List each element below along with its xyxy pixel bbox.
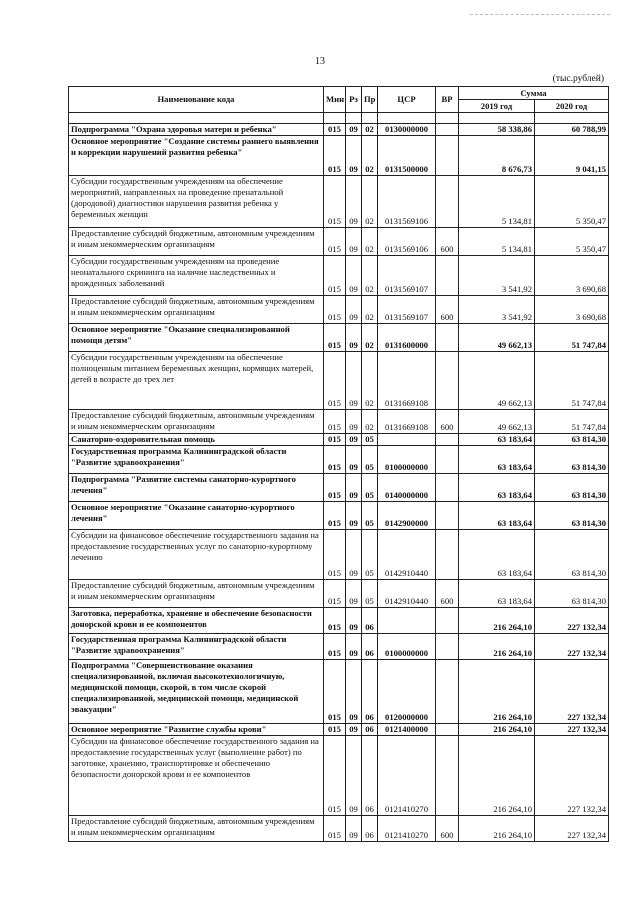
spacer-cell	[362, 113, 378, 124]
row-sum-2019: 63 183,64	[459, 474, 535, 502]
row-min: 015	[324, 530, 346, 580]
table-row	[69, 434, 609, 446]
row-sum-2020: 5 350,47	[535, 228, 609, 256]
row-sum-2020: 227 132,34	[535, 724, 609, 736]
spacer-cell	[69, 113, 324, 124]
row-rz: 09	[346, 124, 362, 136]
row-sum-2019: 63 183,64	[459, 580, 535, 608]
row-sum-2020: 51 747,84	[535, 352, 609, 410]
row-min: 015	[324, 660, 346, 724]
header-row	[69, 87, 609, 100]
row-min: 015	[324, 580, 346, 608]
row-vr	[436, 530, 459, 580]
row-pr: 05	[362, 530, 378, 580]
row-sum-2019: 216 264,10	[459, 634, 535, 660]
row-sum-2019: 63 183,64	[459, 434, 535, 446]
row-pr: 02	[362, 256, 378, 296]
row-csr: 0121410270	[378, 816, 436, 842]
row-name: Предоставление субсидий бюджетным, автономным учреждениям и иным некоммерческим организациям	[69, 580, 324, 608]
row-name: Подпрограмма "Совершенствование оказания специализированной, включая высокотехнологичную, медицинской помощи, скорой, в том числе скорой специализированной, медицинской помощи, медицинской эвакуации"	[69, 660, 324, 724]
row-sum-2019: 49 662,13	[459, 410, 535, 434]
row-sum-2020: 51 747,84	[535, 410, 609, 434]
table-row	[69, 580, 609, 608]
row-vr	[436, 634, 459, 660]
row-rz: 09	[346, 136, 362, 176]
table-row	[69, 502, 609, 530]
table-row	[69, 176, 609, 228]
row-vr	[436, 124, 459, 136]
row-name: Санаторно-оздоровительная помощь	[69, 434, 324, 446]
spacer-cell	[324, 113, 346, 124]
row-sum-2020: 60 788,99	[535, 124, 609, 136]
row-csr: 0100000000	[378, 446, 436, 474]
row-name: Субсидии государственным учреждениям на обеспечение мероприятий, направленных на проведение пренатальной (дородовой) диагностики нарушения развития ребенка у беременных женщин	[69, 176, 324, 228]
row-pr: 06	[362, 634, 378, 660]
row-sum-2019: 58 338,86	[459, 124, 535, 136]
row-sum-2019: 63 183,64	[459, 530, 535, 580]
row-vr	[436, 502, 459, 530]
row-sum-2019: 216 264,10	[459, 608, 535, 634]
row-sum-2020: 63 814,30	[535, 530, 609, 580]
row-min: 015	[324, 410, 346, 434]
header-name: Наименование кода	[69, 87, 324, 113]
row-rz: 09	[346, 580, 362, 608]
row-vr	[436, 136, 459, 176]
row-csr: 0100000000	[378, 634, 436, 660]
table-row	[69, 296, 609, 324]
row-sum-2020: 227 132,34	[535, 736, 609, 816]
row-min: 015	[324, 352, 346, 410]
row-rz: 09	[346, 502, 362, 530]
spacer-row	[69, 113, 609, 124]
table-row	[69, 816, 609, 842]
row-rz: 09	[346, 736, 362, 816]
row-sum-2020: 227 132,34	[535, 608, 609, 634]
row-vr: 600	[436, 228, 459, 256]
row-min: 015	[324, 296, 346, 324]
row-name: Субсидии на финансовое обеспечение государственного задания на предоставление государственных услуг (выполнение работ) по заготовке, хранению, транспортировке и обеспечению безопасности донорской крови и ее компонентов	[69, 736, 324, 816]
page-number: 13	[315, 56, 325, 67]
row-min: 015	[324, 724, 346, 736]
table-row	[69, 256, 609, 296]
row-vr: 600	[436, 580, 459, 608]
table-row	[69, 474, 609, 502]
row-sum-2019: 216 264,10	[459, 724, 535, 736]
row-name: Основное мероприятие "Оказание санаторно-курортного лечения"	[69, 502, 324, 530]
header-vr: ВР	[436, 87, 459, 113]
row-rz: 09	[346, 724, 362, 736]
row-name: Основное мероприятие "Оказание специализированной помощи детям"	[69, 324, 324, 352]
row-name: Заготовка, переработка, хранение и обеспечение безопасности донорской крови и ее компонентов	[69, 608, 324, 634]
row-name: Субсидии государственным учреждениям на обеспечение полноценным питанием беременных женщин, кормящих матерей, детей в возрасте до трех лет	[69, 352, 324, 410]
row-rz: 09	[346, 410, 362, 434]
row-vr	[436, 324, 459, 352]
row-pr: 02	[362, 136, 378, 176]
row-csr: 0140000000	[378, 474, 436, 502]
spacer-cell	[535, 113, 609, 124]
header-2019: 2019 год	[459, 100, 535, 113]
row-vr	[436, 608, 459, 634]
table-row	[69, 124, 609, 136]
row-sum-2019: 49 662,13	[459, 352, 535, 410]
table-row	[69, 136, 609, 176]
row-sum-2019: 49 662,13	[459, 324, 535, 352]
row-name: Предоставление субсидий бюджетным, автономным учреждениям и иным некоммерческим организациям	[69, 228, 324, 256]
table-row	[69, 724, 609, 736]
header-rz: Рз	[346, 87, 362, 113]
row-name: Предоставление субсидий бюджетным, автономным учреждениям и иным некоммерческим организациям	[69, 296, 324, 324]
row-sum-2020: 3 690,68	[535, 256, 609, 296]
row-sum-2019: 5 134,81	[459, 228, 535, 256]
row-pr: 05	[362, 434, 378, 446]
row-csr	[378, 434, 436, 446]
row-sum-2019: 216 264,10	[459, 816, 535, 842]
row-rz: 09	[346, 446, 362, 474]
row-csr: 0131569106	[378, 228, 436, 256]
row-pr: 06	[362, 660, 378, 724]
row-rz: 09	[346, 324, 362, 352]
header-2020: 2020 год	[535, 100, 609, 113]
row-sum-2019: 8 676,73	[459, 136, 535, 176]
row-pr: 02	[362, 324, 378, 352]
row-csr: 0131569106	[378, 176, 436, 228]
row-csr: 0142910440	[378, 580, 436, 608]
row-pr: 02	[362, 228, 378, 256]
spacer-cell	[459, 113, 535, 124]
row-sum-2020: 63 814,30	[535, 446, 609, 474]
table-row	[69, 530, 609, 580]
row-pr: 06	[362, 608, 378, 634]
row-vr	[436, 256, 459, 296]
row-sum-2020: 3 690,68	[535, 296, 609, 324]
row-sum-2020: 9 041,15	[535, 136, 609, 176]
row-name: Основное мероприятие "Создание системы раннего выявления и коррекции нарушений развития ребенка"	[69, 136, 324, 176]
row-sum-2020: 51 747,84	[535, 324, 609, 352]
row-pr: 05	[362, 502, 378, 530]
row-min: 015	[324, 736, 346, 816]
header-csr: ЦСР	[378, 87, 436, 113]
row-vr	[436, 736, 459, 816]
row-vr: 600	[436, 296, 459, 324]
row-pr: 06	[362, 816, 378, 842]
row-csr: 0131600000	[378, 324, 436, 352]
row-name: Подпрограмма "Охрана здоровья матери и ребенка"	[69, 124, 324, 136]
table-row	[69, 660, 609, 724]
row-sum-2020: 227 132,34	[535, 816, 609, 842]
row-csr: 0131569107	[378, 256, 436, 296]
row-csr	[378, 608, 436, 634]
row-rz: 09	[346, 660, 362, 724]
row-pr: 02	[362, 296, 378, 324]
row-rz: 09	[346, 608, 362, 634]
row-name: Предоставление субсидий бюджетным, автономным учреждениям и иным некоммерческим организациям	[69, 410, 324, 434]
table-row	[69, 634, 609, 660]
row-name: Субсидии на финансовое обеспечение государственного задания на предоставление государственных услуг по санаторно-курортному лечению	[69, 530, 324, 580]
row-pr: 05	[362, 580, 378, 608]
row-vr	[436, 434, 459, 446]
row-vr: 600	[436, 410, 459, 434]
row-sum-2019: 3 541,92	[459, 256, 535, 296]
row-csr: 0121410270	[378, 736, 436, 816]
row-rz: 09	[346, 296, 362, 324]
row-rz: 09	[346, 228, 362, 256]
row-min: 015	[324, 474, 346, 502]
row-sum-2019: 216 264,10	[459, 736, 535, 816]
table-row	[69, 446, 609, 474]
row-rz: 09	[346, 634, 362, 660]
header-min: Мин	[324, 87, 346, 113]
row-sum-2020: 227 132,34	[535, 660, 609, 724]
row-vr	[436, 446, 459, 474]
top-decorative-line	[470, 14, 610, 15]
row-sum-2019: 63 183,64	[459, 446, 535, 474]
table-row	[69, 228, 609, 256]
table-row	[69, 410, 609, 434]
row-sum-2019: 63 183,64	[459, 502, 535, 530]
row-rz: 09	[346, 530, 362, 580]
row-sum-2020: 63 814,30	[535, 502, 609, 530]
row-csr: 0131669108	[378, 352, 436, 410]
row-min: 015	[324, 124, 346, 136]
table-row	[69, 736, 609, 816]
row-csr: 0120000000	[378, 660, 436, 724]
row-name: Государственная программа Калининградской области "Развитие здравоохранения"	[69, 446, 324, 474]
row-csr: 0142900000	[378, 502, 436, 530]
row-min: 015	[324, 324, 346, 352]
row-min: 015	[324, 608, 346, 634]
row-rz: 09	[346, 176, 362, 228]
row-sum-2020: 5 350,47	[535, 176, 609, 228]
spacer-cell	[346, 113, 362, 124]
row-vr	[436, 352, 459, 410]
row-sum-2019: 3 541,92	[459, 296, 535, 324]
row-pr: 06	[362, 736, 378, 816]
row-sum-2020: 63 814,30	[535, 474, 609, 502]
row-rz: 09	[346, 434, 362, 446]
row-rz: 09	[346, 352, 362, 410]
row-name: Подпрограмма "Развитие системы санаторно-курортного лечения"	[69, 474, 324, 502]
row-csr: 0131569107	[378, 296, 436, 324]
row-csr: 0131669108	[378, 410, 436, 434]
row-name: Основное мероприятие "Развитие службы крови"	[69, 724, 324, 736]
row-min: 015	[324, 634, 346, 660]
row-min: 015	[324, 434, 346, 446]
row-pr: 02	[362, 124, 378, 136]
row-sum-2020: 227 132,34	[535, 634, 609, 660]
row-name: Субсидии государственным учреждениям на проведение неонатального скрининга на наличие наследственных и врожденных заболеваний	[69, 256, 324, 296]
row-pr: 05	[362, 474, 378, 502]
row-pr: 06	[362, 724, 378, 736]
row-sum-2019: 216 264,10	[459, 660, 535, 724]
row-min: 015	[324, 256, 346, 296]
row-min: 015	[324, 502, 346, 530]
table-row	[69, 324, 609, 352]
row-min: 015	[324, 228, 346, 256]
row-rz: 09	[346, 816, 362, 842]
units-label: (тыс.рублей)	[552, 74, 604, 84]
row-csr: 0131500000	[378, 136, 436, 176]
row-sum-2020: 63 814,30	[535, 434, 609, 446]
row-csr: 0130000000	[378, 124, 436, 136]
row-pr: 02	[362, 352, 378, 410]
row-name: Предоставление субсидий бюджетным, автономным учреждениям и иным некоммерческим организациям	[69, 816, 324, 842]
row-vr	[436, 474, 459, 502]
row-min: 015	[324, 446, 346, 474]
table-row	[69, 608, 609, 634]
row-vr	[436, 724, 459, 736]
row-rz: 09	[346, 256, 362, 296]
row-name: Государственная программа Калининградской области "Развитие здравоохранения"	[69, 634, 324, 660]
table-row	[69, 352, 609, 410]
row-csr: 0142910440	[378, 530, 436, 580]
row-sum-2019: 5 134,81	[459, 176, 535, 228]
header-pr: Пр	[362, 87, 378, 113]
row-sum-2020: 63 814,30	[535, 580, 609, 608]
header-sum: Сумма	[459, 87, 609, 100]
row-min: 015	[324, 816, 346, 842]
row-rz: 09	[346, 474, 362, 502]
row-pr: 02	[362, 410, 378, 434]
spacer-cell	[436, 113, 459, 124]
row-vr: 600	[436, 816, 459, 842]
row-min: 015	[324, 136, 346, 176]
row-vr	[436, 660, 459, 724]
budget-table	[68, 86, 609, 842]
row-pr: 05	[362, 446, 378, 474]
row-pr: 02	[362, 176, 378, 228]
row-vr	[436, 176, 459, 228]
spacer-cell	[378, 113, 436, 124]
row-csr: 0121400000	[378, 724, 436, 736]
row-min: 015	[324, 176, 346, 228]
